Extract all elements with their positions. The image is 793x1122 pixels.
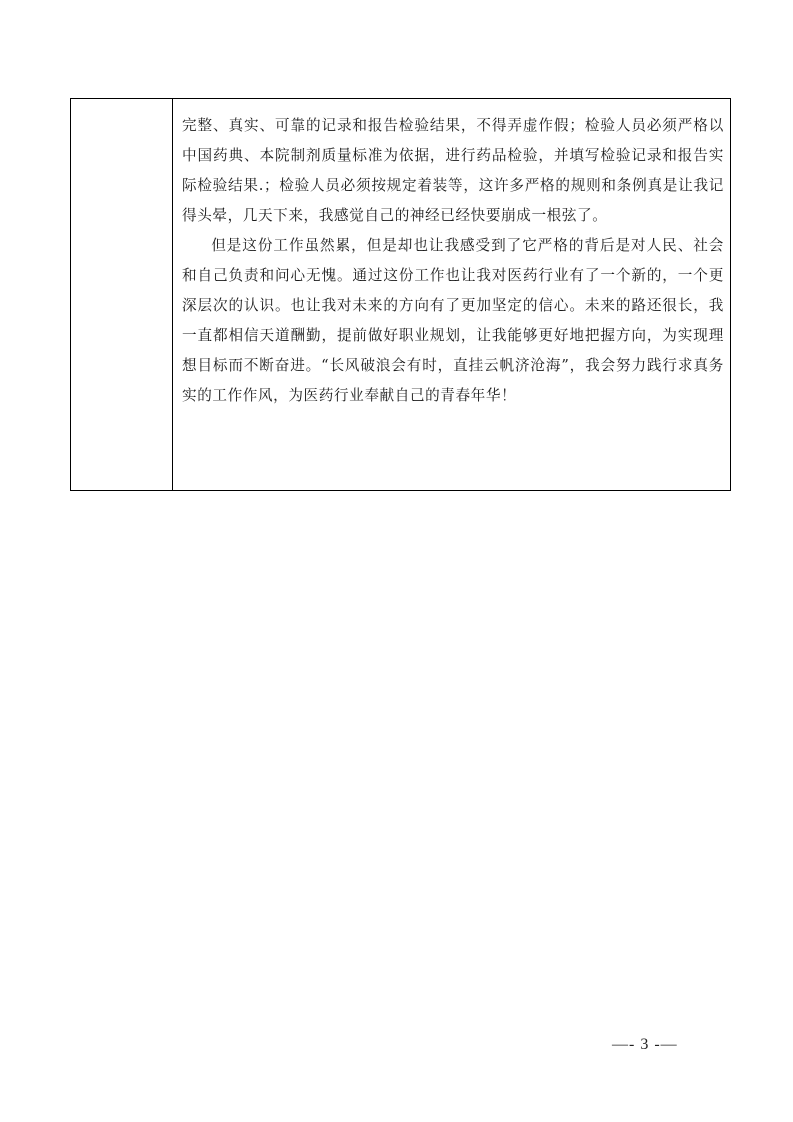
paragraph-2: 但是这份工作虽然累，但是却也让我感受到了它严格的背后是对人民、社会和自己负责和问心无愧。通过这份工作也让我对医药行业有了一个新的，一个更深层次的认识。也让我对未来的方向有了更加坚定的信心。未来的路还很长，我一直都相信天道酬勤，提前做好职业规划，让我能够更好地把握方向，为实现理想目标而不断奋进。“长风破浪会有时，直挂云帆济沧海”，我会努力践行求真务实的工作作风，为医药行业奉献自己的青春年华！ [182,237,724,404]
paragraph-1: 完整、真实、可靠的记录和报告检验结果，不得弄虚作假；检验人员必须严格以中国药典、本院制剂质量标准为依据，进行药品检验，并填写检验记录和报告实际检验结果.；检验人员必须按规定着装等，这许多严格的规则和条例真是让我记得头晕，几天下来，我感觉自己的神经已经快要崩成一根弦了。 [182,117,724,224]
table-label-cell [71,99,173,490]
page-number: —- 3 -— [612,1036,678,1053]
table-content-cell [173,99,730,490]
content-table [70,98,731,491]
